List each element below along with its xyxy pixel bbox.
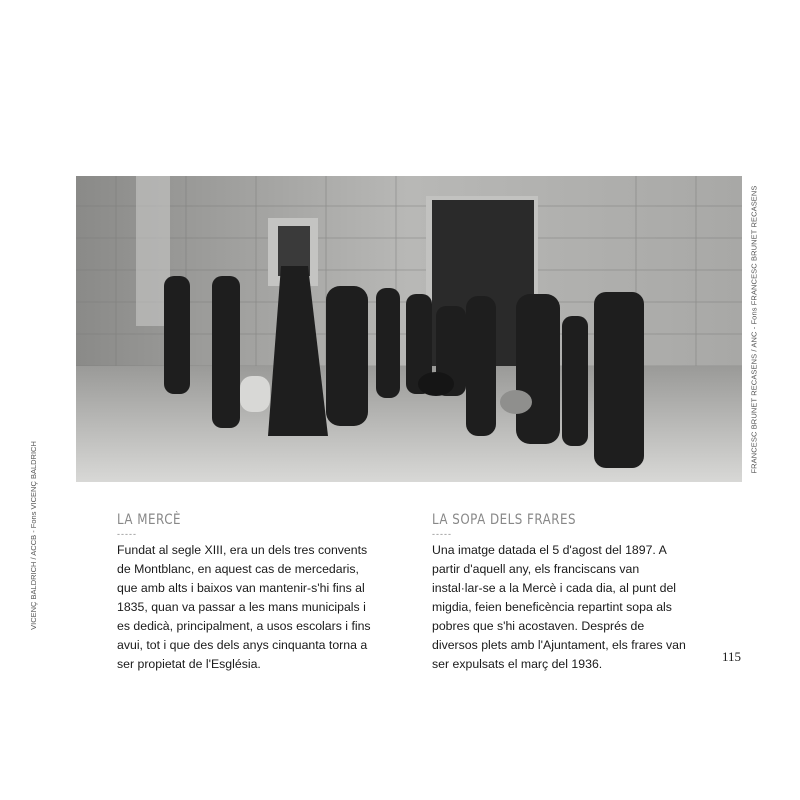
photo-credit-right: [747, 176, 761, 482]
section-dashes: -----: [117, 529, 137, 539]
section-la-sopa-dels-frares: [432, 512, 692, 674]
section-body: Fundat al segle XIII, era un dels tres convents de Montblanc, en aquest cas de mercedaris, que amb alts i baixos van mantenir-s'hi fins al 1835, quan va passar a les mans municipals i es dedicà, principalment, a usos escolars i fins avui, tot i que des dels anys cinquanta torna a ser propietat de l'Església.: [117, 543, 371, 671]
section-la-merce: [117, 512, 377, 674]
page-number: 115: [722, 649, 742, 664]
section-title: LA MERCÈ: [117, 512, 182, 528]
section-title: LA SOPA DELS FRARES: [432, 512, 577, 528]
photo-credit-right-text: FRANCESC BRUNET RECASENS / ANC - Fons FRANCESC BRUNET RECASENS: [749, 184, 759, 474]
section-body: Una imatge datada el 5 d'agost del 1897. A partir d'aquell any, els franciscans van instal·lar-se a la Mercè i cada dia, al punt del migdia, feien beneficència repartint sopa als pobres que s'hi acostaven. Després de diversos plets amb l'Ajuntament, els frares van ser expulsats el març del 1936.: [432, 543, 686, 671]
historic-photo: [76, 176, 742, 482]
section-dashes: -----: [432, 529, 452, 539]
photo-credit-left-text: VICENÇ BALDRICH / ACCB - Fons VICENÇ BALDRICH: [28, 440, 38, 630]
photo-credit-left: [26, 430, 40, 640]
